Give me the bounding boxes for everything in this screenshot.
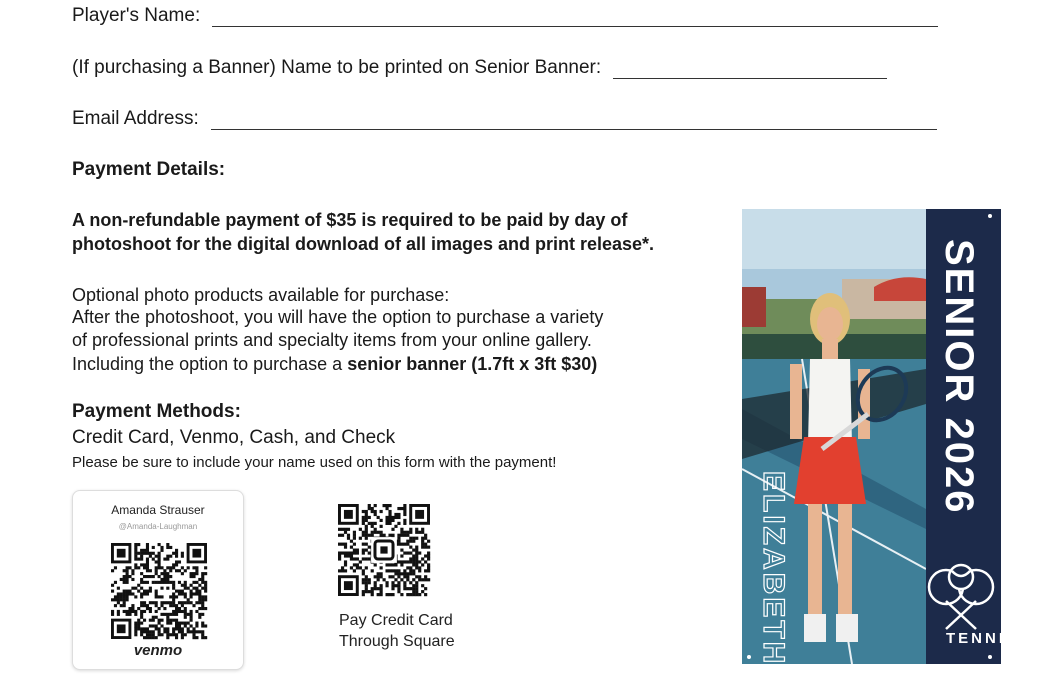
optional-line2: After the photoshoot, you will have the option to purchase a variety bbox=[72, 307, 604, 327]
email-field bbox=[72, 108, 937, 130]
senior-banner-preview bbox=[742, 209, 1020, 667]
venmo-card[interactable] bbox=[72, 490, 244, 670]
optional-line3: of professional prints and specialty items from your online gallery. bbox=[72, 330, 592, 350]
player-name-field bbox=[72, 5, 938, 27]
banner-first-name: ELIZABETH bbox=[757, 471, 790, 667]
player-name-label: Player's Name: bbox=[72, 5, 201, 26]
banner-sport: TENNIS bbox=[946, 630, 1020, 647]
payment-methods-heading: Payment Methods: bbox=[72, 401, 241, 422]
venmo-name: Amanda Strauser bbox=[111, 503, 205, 517]
venmo-logo: venmo bbox=[133, 642, 183, 659]
square-caption-line1: Pay Credit Card bbox=[339, 612, 453, 629]
optional-line4 bbox=[72, 352, 597, 376]
square-caption-line2: Through Square bbox=[339, 633, 455, 650]
senior-banner-price: senior banner (1.7ft x 3ft $30) bbox=[347, 354, 598, 374]
banner-title: SENIOR 2026 bbox=[937, 239, 981, 515]
player-name-line[interactable] bbox=[212, 25, 938, 27]
payment-methods-note: Please be sure to include your name used on this form with the payment! bbox=[72, 454, 557, 471]
banner-name-line[interactable] bbox=[613, 77, 887, 79]
email-label: Email Address: bbox=[72, 108, 199, 129]
payment-notice-line2: photoshoot for the digital download of all images and print release*. bbox=[72, 234, 655, 254]
square-caption bbox=[339, 610, 455, 652]
payment-details-heading: Payment Details: bbox=[72, 159, 226, 180]
email-line[interactable] bbox=[211, 128, 937, 130]
banner-name-label: (If purchasing a Banner) Name to be printed on Senior Banner: bbox=[72, 57, 602, 78]
venmo-qr-code[interactable] bbox=[111, 543, 207, 639]
payment-notice-line1: A non-refundable payment of $35 is required to be paid by day of bbox=[72, 210, 628, 230]
square-qr-code[interactable] bbox=[338, 504, 430, 596]
venmo-handle: @Amanda-Laughman bbox=[118, 522, 198, 531]
payment-methods-list: Credit Card, Venmo, Cash, and Check bbox=[72, 427, 396, 448]
optional-line4-prefix: Including the option to purchase a bbox=[72, 354, 348, 374]
optional-line1: Optional photo products available for purchase: bbox=[72, 285, 450, 305]
banner-name-field bbox=[72, 57, 887, 79]
